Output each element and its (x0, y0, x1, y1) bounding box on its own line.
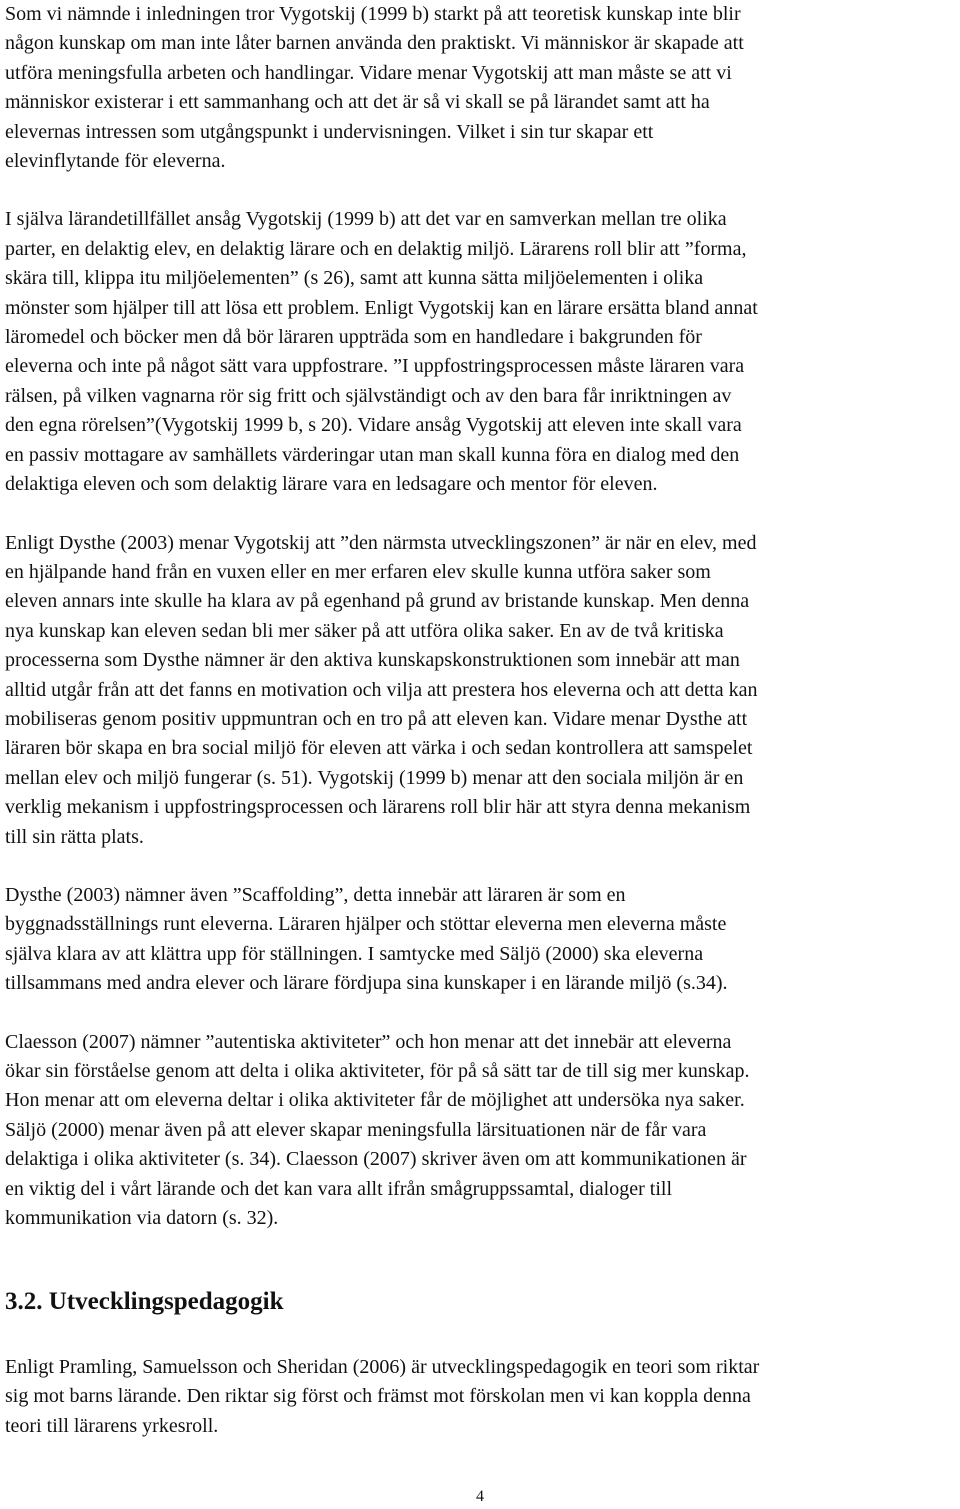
paragraph-scaffolding: Dysthe (2003) nämner även ”Scaffolding”, detta innebär att läraren är som en byggnadsställnings runt eleverna. Läraren hjälper och stöttar eleverna men eleverna måste själva klara av att klättra upp för ställningen. I samtycke med Säljö (2000) ska eleverna tillsammans med andra elever och lärare fördjupa sina kunskaper i en lärande miljö (s.34). (5, 883, 728, 995)
paragraph-vygotskij-praktisk-kunskap: Som vi nämnde i inledningen tror Vygotskij (1999 b) starkt på att teoretisk kunskap inte blir någon kunskap om man inte låter barnen använda den praktiskt. Vi människor är skapade att utföra meningsfulla arbeten och handlingar. Vidare menar Vygotskij att man måste se att vi människor existerar i ett sammanhang och att det är så vi skall se på lärandet samt att ha elevernas intressen som utgångspunkt i undervisningen. Vilket i sin tur skapar ett elevinflytande för eleverna. (5, 3, 744, 173)
document-body (5, 0, 955, 1233)
page-number: 4 (476, 1488, 484, 1505)
paragraph-autentiska-aktiviteter: Claesson (2007) nämner ”autentiska aktiviteter” och hon menar att det innebär att eleverna ökar sin förståelse genom att delta i olika aktiviteter, för på så sätt tar de till sig mer kunskap. Hon menar att om eleverna deltar i olika aktiviteter får de möjlighet att undersöka nya saker. Säljö (2000) menar även på att elever skapar meningsfulla lärsituationen när de får vara delaktiga i olika aktiviteter (s. 34). Claesson (2007) skriver även om att kommunikationen är en viktig del i vårt lärande och det kan vara allt ifrån smågruppssamtal, dialoger till kommunikation via datorn (s. 32). (5, 1030, 750, 1230)
paragraph-narmsta-utvecklingszonen: Enligt Dysthe (2003) menar Vygotskij att ”den närmsta utvecklingszonen” är när en elev, med en hjälpande hand från en vuxen eller en mer erfaren elev skulle kunna utföra saker som eleven annars inte skulle ha klara av på egenhand på grund av bristande kunskap. Men denna nya kunskap kan eleven sedan bli mer säker på att utföra olika saker. En av de två kritiska processerna som Dysthe nämner är den aktiva kunskapskonstruktionen som innebär att man alltid utgår från att det fanns en motivation och vilja att prestera hos eleverna och att detta kan mobiliseras genom positiv uppmuntran och en tro på att eleven kan. Vidare menar Dysthe att läraren bör skapa en bra social miljö för eleven att värka i och sedan kontrollera att samspelet mellan elev och miljö fungerar (s. 51). Vygotskij (1999 b) menar att den sociala miljön är en verklig mekanism i uppfostringsprocessen och lärarens roll blir här att styra denna mekanism till sin rätta plats. (5, 531, 758, 848)
paragraph-larandetillfallet: I själva lärandetillfället ansåg Vygotskij (1999 b) att det var en samverkan mellan tre olika parter, en delaktig elev, en delaktig lärare och en delaktig miljö. Lärarens roll blir att ”forma, skära till, klippa itu miljöelementen” (s 26), samt att kunna sätta miljöelementen i olika mönster som hjälper till att lösa ett problem. Enligt Vygotskij kan en lärare ersätta bland annat läromedel och böcker men då bör läraren uppträda som en handledare i bakgrunden för eleverna och inte på något sätt vara uppfostrare. ”I uppfostringsprocessen måste läraren vara rälsen, på vilken vagnarna rör sig fritt och självständigt och av den bara får inriktningen av den egna rörelsen”(Vygotskij 1999 b, s 20). Vidare ansåg Vygotskij att eleven inte skall vara en passiv mottagare av samhällets värderingar utan man skall kunna föra en dialog med den delaktiga eleven och som delaktig lärare vara en ledsagare och mentor för eleven. (5, 208, 758, 496)
paragraph-utvecklingspedagogik: Enligt Pramling, Samuelsson och Sheridan (2006) är utvecklingspedagogik en teori som riktar sig mot barns lärande. Den riktar sig först och främst mot förskolan men vi kan koppla denna teori till lärarens yrkesroll. (5, 1356, 760, 1437)
section-heading: 3.2. Utvecklingspedagogik (5, 1288, 284, 1315)
